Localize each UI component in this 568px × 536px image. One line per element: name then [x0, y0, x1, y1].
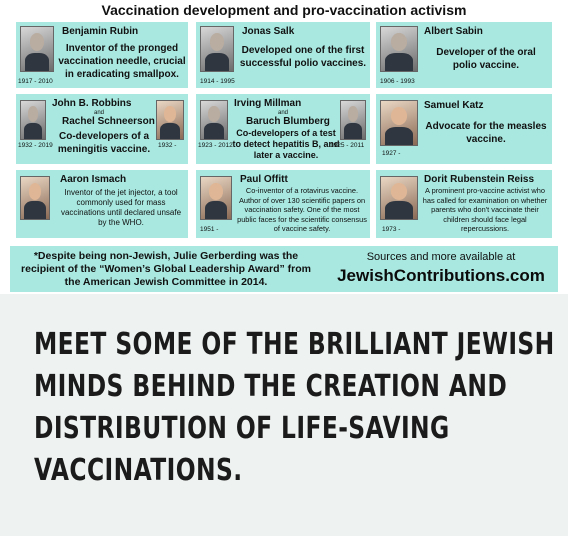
person-description: Co-developers of a meningitis vaccine. [57, 131, 151, 155]
person-name: Samuel Katz [424, 100, 484, 111]
person-description: Inventor of the pronged vaccination needle, crucial in eradicating smallpox. [58, 43, 186, 80]
caption-line: MINDS BEHIND THE CREATION AND [34, 369, 508, 404]
poster-title: Vaccination development and pro-vaccination activism [101, 2, 467, 18]
and-label: and [278, 110, 289, 116]
cell-paul-offitt [196, 170, 370, 238]
person-name: Jonas Salk [242, 26, 295, 37]
person-description: Co-developers of a test to detect hepatitis B, and later a vaccine. [232, 128, 340, 160]
portrait-photo [380, 176, 418, 220]
portrait-photo [380, 100, 418, 146]
years-label: 1932 - 2019 [18, 142, 53, 149]
and-label: and [94, 110, 105, 116]
person-name: Albert Sabin [424, 26, 483, 37]
years-label: 1914 - 1995 [200, 78, 235, 85]
person-description: Inventor of the jet injector, a tool commonly used for mass vaccinations until declared unsafe by the WHO. [60, 188, 182, 227]
years-label: 1973 - [382, 226, 401, 233]
portrait-photo [200, 26, 234, 72]
person-name: Paul Offitt [240, 174, 288, 185]
years-label: 1927 - [382, 150, 401, 157]
cell-albert-sabin [376, 22, 552, 88]
person-description: A prominent pro-vaccine activist who has called for examination on whether parents who don't vaccinate their children should face legal repercussions. [422, 186, 548, 234]
cell-jonas-salk [196, 22, 370, 88]
years-label: 1932 - [158, 142, 177, 149]
caption-line: MEET SOME OF THE BRILLIANT JEWISH [34, 327, 555, 362]
portrait-photo [200, 100, 228, 140]
years-label: 1906 - 1993 [380, 78, 415, 85]
years-label: 1951 - [200, 226, 219, 233]
cell-aaron-ismach [16, 170, 188, 238]
person-name: John B. Robbins [52, 98, 132, 109]
caption-line: VACCINATIONS. [34, 453, 243, 488]
portrait-photo [156, 100, 184, 140]
person-name: Baruch Blumberg [246, 116, 330, 127]
caption-line: DISTRIBUTION OF LIFE-SAVING [34, 411, 450, 446]
person-name: Dorit Rubenstein Reiss [424, 174, 535, 185]
person-name: Aaron Ismach [60, 174, 127, 185]
cell-millman-blumberg [196, 94, 370, 164]
years-label: 1917 - 2010 [18, 78, 53, 85]
portrait-photo [340, 100, 366, 140]
footnote-text: *Despite being non-Jewish, Julie Gerberding was the recipient of the “Women’s Global Leadership Award” from the American Jewish Committee in 2014. [21, 250, 311, 288]
portrait-photo [20, 26, 54, 72]
caption-headline [34, 324, 555, 492]
sources-label: Sources and more available at [366, 251, 516, 263]
person-name: Irving Millman [234, 98, 302, 109]
person-description: Advocate for the measles vaccine. [425, 121, 547, 145]
portrait-photo [20, 176, 50, 220]
cell-robbins-schneerson [16, 94, 188, 164]
person-description: Developer of the oral polio vaccine. [436, 47, 536, 71]
years-label: 1925 - 2011 [330, 142, 365, 149]
person-name: Benjamin Rubin [62, 26, 139, 37]
source-website: JewishContributions.com [337, 266, 545, 285]
portrait-photo [20, 100, 46, 140]
cell-samuel-katz [376, 94, 552, 164]
cell-dorit-rubenstein-reiss [376, 170, 552, 238]
years-label: 1923 - 2012 [198, 142, 233, 149]
person-description: Developed one of the first successful polio vaccines. [239, 45, 367, 69]
portrait-photo [380, 26, 418, 72]
person-description: Co-inventor of a rotavirus vaccine. Author of over 130 scientific papers on vaccination safety. One of the most public faces for the scientific consensus of vaccine safety. [237, 186, 367, 234]
portrait-photo [200, 176, 232, 220]
cell-benjamin-rubin [16, 22, 188, 88]
person-name: Rachel Schneerson [62, 116, 155, 127]
